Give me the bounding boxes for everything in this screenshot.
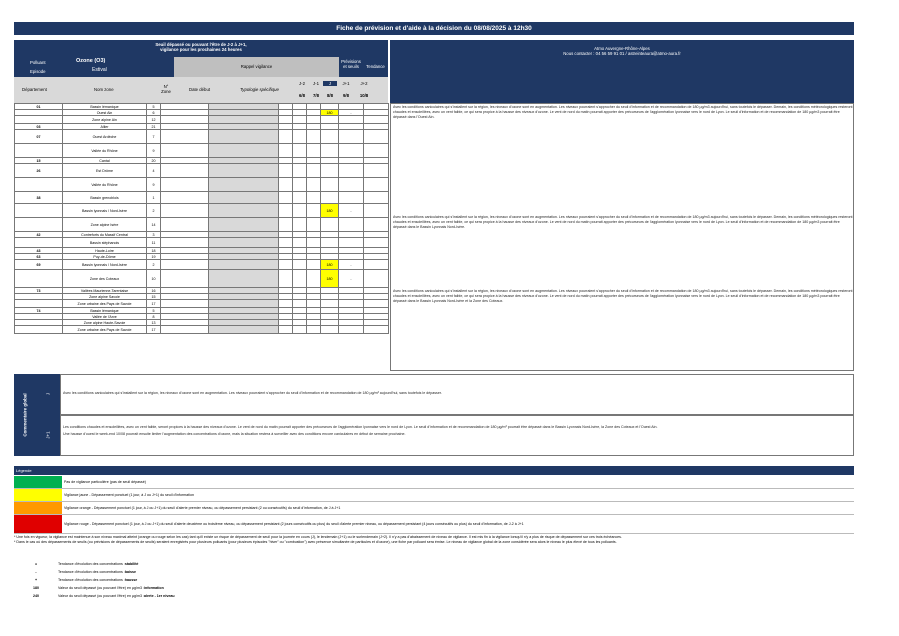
typo-cell	[209, 260, 279, 270]
j-cell	[307, 260, 321, 270]
j+1-cell	[321, 238, 339, 248]
typo-cell	[209, 130, 279, 144]
j-cell	[307, 164, 321, 178]
j-cell	[307, 270, 321, 288]
j+1-cell: 180	[321, 110, 339, 116]
dept-cell: 63	[15, 254, 63, 260]
zone-num-cell: 2	[147, 260, 161, 270]
global-j1-text-a: Les conditions chaudes et ensoleillées, avec un vent faible, seront propices à la hausse des niveaux d'ozone. Le vent de nord du matin pourrait apporter des précurseurs de l'agglomération lyonnaise vers le nord de Lyon. Le seuil d'information et de recommandation de 180 µg/m³ pourrait être dépassé dans le Bassin Lyonnais Nord-Isère, la Zone des Coteaux et l'Ouest Ain.	[63, 425, 658, 429]
j-2-cell	[279, 238, 293, 248]
j+1-cell	[321, 116, 339, 124]
global-j	[36, 374, 60, 415]
j-cell	[307, 178, 321, 192]
zone-num-cell: 1	[147, 192, 161, 204]
typo-cell	[209, 326, 279, 334]
zone-name-cell: Zone alpine Haute-Savoie	[63, 320, 147, 326]
col-date: Date début	[189, 87, 211, 92]
col-zone: Nom zone	[94, 87, 114, 92]
dept-cell: 73	[15, 288, 63, 294]
typo-cell	[209, 164, 279, 178]
tendance-cell: -	[339, 260, 364, 270]
date-cell	[161, 164, 209, 178]
date-cell	[161, 192, 209, 204]
symbol-desc: Valeur du seuil dépassé (ou pouvant l'être) en µg/m3 :	[58, 594, 144, 598]
important-2: * Dans le cas où des dépassements de seuils (ou prévisions de dépassements de seuils) seraient enregistrés pour plusieurs polluants (pour plusieurs épisodes "hiver" ou "combustion") avec présence simultanée de particules et d'ozone), une fiche par polluant sera émise. Le niveau de vigilance global de la zone considérée sera alors le niveau le plus élevé de tous les polluants.	[14, 540, 617, 544]
dept-cell: 03	[15, 124, 63, 130]
symbol-row	[14, 586, 514, 594]
zone-num-cell: 20	[147, 158, 161, 164]
j+2-cell	[364, 218, 389, 232]
tendance-cell	[339, 144, 364, 158]
typo-cell	[209, 116, 279, 124]
dept-cell: 69	[15, 260, 63, 270]
j+1-cell	[321, 300, 339, 308]
symbol-desc: Tendance d'évolution des concentrations :	[58, 570, 125, 574]
zones-table	[14, 103, 388, 334]
symbol-desc-bold: baisse	[124, 570, 137, 574]
zone-name-cell: Vallée de l'Arve	[63, 314, 147, 320]
day-bottom-3: 9/8	[343, 93, 349, 98]
tendance-cell	[339, 326, 364, 334]
legend-swatch	[14, 476, 62, 488]
comment-rhone: Avec les conditions caniculaires qui s'installent sur la région, les niveaux d'ozone sont en augmentation. Les niveaux pourraient s'approcher du seuil d'information et de recommandation de 180 µg/m3 aujourd'hui, sans toutefois le dépasser. Demain, les conditions météorologiques resteront chaudes et ensoleillées, avec un vent faible, ce qui sera propice à la hausse des niveaux d'ozone. Le vent de nord du matin pourrait apporter des précurseurs de l'agglomération lyonnaise vers le nord de Lyon. Le seuil d'information et de recommandation de 180 µg/m3 pourrait être dépassé dans le Bassin Lyonnais Nord-Isère et la Zone des Coteaux.	[393, 289, 853, 303]
j+2-cell	[364, 144, 389, 158]
j-1-cell	[293, 300, 307, 308]
dept-cell: 74	[15, 308, 63, 314]
comment-isere: Avec les conditions caniculaires qui s'installent sur la région, les niveaux d'ozone sont en augmentation. Les niveaux pourraient s'approcher du seuil d'information et de recommandation de 180 µg/m3 aujourd'hui, sans toutefois le dépasser. Demain, les conditions météorologiques resteront chaudes et ensoleillées, avec un vent faible, ce qui sera propice à la hausse des niveaux d'ozone. Le vent de nord du matin pourrait apporter des précurseurs de l'agglomération lyonnaise vers le nord de Lyon. Le seuil d'information et de recommandation de 180 µg/m3 pourrait être dépassé dans le Bassin Lyonnais Nord-Isère.	[393, 215, 853, 229]
polluant-block	[14, 57, 174, 77]
typo-cell	[209, 192, 279, 204]
date-cell	[161, 130, 209, 144]
zone-num-cell: 15	[147, 294, 161, 300]
j+1-cell	[321, 218, 339, 232]
j-cell	[307, 204, 321, 218]
dept-cell: 43	[15, 248, 63, 254]
date-cell	[161, 238, 209, 248]
col-num: N° Zone	[161, 84, 171, 94]
day-bottom-4: 10/8	[359, 93, 369, 98]
zone-name-cell: Bassin lyonnais / Nord-Isère	[63, 204, 147, 218]
zone-name-cell: Bassin grenoblois	[63, 192, 147, 204]
j-1-cell	[293, 204, 307, 218]
j-1-cell	[293, 144, 307, 158]
legend-title: Légende	[14, 466, 854, 475]
seuil-line2: vigilance pour les prochaines 24 heures	[160, 47, 242, 52]
symbol-glyph: -	[35, 570, 37, 574]
tendance-header: Tendance	[363, 57, 388, 77]
column-headers	[14, 77, 388, 103]
zone-num-cell: 2	[147, 204, 161, 218]
table-row	[15, 116, 389, 124]
zone-num-cell: 13	[147, 320, 161, 326]
table-row	[15, 178, 389, 192]
dept-cell	[15, 116, 63, 124]
day-top-0: J-2	[299, 81, 305, 86]
tendance-cell: -	[339, 204, 364, 218]
zone-name-cell: Zone alpine Ain	[63, 116, 147, 124]
day-top-2: J	[323, 81, 337, 86]
legend-item	[14, 502, 854, 515]
col-dept: Département	[22, 87, 47, 92]
date-cell	[161, 260, 209, 270]
zone-num-cell: 18	[147, 248, 161, 254]
day-top-3: J+1	[342, 81, 350, 86]
legend-items	[14, 476, 854, 534]
symbol-glyph: 240	[33, 594, 39, 598]
tendance-cell	[339, 300, 364, 308]
j-2-cell	[279, 144, 293, 158]
zone-num-cell: 5	[147, 308, 161, 314]
episode-label: Episode	[30, 69, 46, 74]
j-1-cell	[293, 218, 307, 232]
zone-num-cell: 19	[147, 254, 161, 260]
global-j1-comment	[60, 415, 854, 456]
tendance-cell	[339, 192, 364, 204]
date-cell	[161, 270, 209, 288]
org-contact: Nous contacter : 04 56 59 91 01 / astreinteaura@atmo-aura.fr	[563, 51, 681, 56]
tendance-cell	[339, 130, 364, 144]
zone-name-cell: Puy-de-Dôme	[63, 254, 147, 260]
symbol-glyph: +	[34, 578, 38, 582]
table-row	[15, 326, 389, 334]
date-cell	[161, 116, 209, 124]
symbol-desc-bold: alerte - 1er niveau	[144, 594, 175, 598]
zone-num-cell: 3	[147, 232, 161, 238]
org-block	[390, 40, 854, 103]
zone-num-cell: 21	[147, 124, 161, 130]
zone-name-cell: Zone des Coteaux	[63, 270, 147, 288]
j-1-cell	[293, 164, 307, 178]
zone-name-cell: Bassin stéphanois	[63, 238, 147, 248]
j+1-cell	[321, 192, 339, 204]
dept-cell	[15, 218, 63, 232]
j+2-cell	[364, 270, 389, 288]
global-j1	[36, 415, 60, 456]
zone-num-cell: 9	[147, 178, 161, 192]
symbol-desc: Tendance d'évolution des concentrations :	[58, 562, 125, 566]
zone-name-cell: Bassin lyonnais / Nord-Isère	[63, 260, 147, 270]
seuil-header	[14, 40, 388, 57]
j+2-cell	[364, 326, 389, 334]
seuil-line1: Seuil dépassé ou pouvant l'être de J-2 à J+1,	[155, 42, 247, 47]
j-1-cell	[293, 192, 307, 204]
legend-swatch	[14, 489, 62, 501]
page-title: Fiche de prévision et d'aide à la décision du 08/08/2025 à 12h30	[14, 22, 854, 35]
symbol-desc-bold: hausse	[124, 578, 138, 582]
legend-swatch	[14, 502, 62, 514]
dept-cell: 26	[15, 164, 63, 178]
j+2-cell	[364, 178, 389, 192]
zone-name-cell: Zone urbaine des Pays de Savoie	[63, 300, 147, 308]
typo-cell	[209, 144, 279, 158]
dept-cell	[15, 326, 63, 334]
date-cell	[161, 300, 209, 308]
global-j1-text-b: Une hausse d'ouest le week-end 10/08 pourrait ensuite limiter l'augmentation des concentrations d'ozone, mais la situation restera à surveiller avec des conditions encore caniculaires en début de semaine prochaine.	[63, 432, 406, 436]
table-row	[15, 144, 389, 158]
j-2-cell	[279, 326, 293, 334]
j-1-cell	[293, 326, 307, 334]
zone-name-cell: Zone urbaine des Pays de Savoie	[63, 326, 147, 334]
col-typo: Typologie spécifique	[240, 87, 279, 92]
typo-cell	[209, 238, 279, 248]
dept-cell: 07	[15, 130, 63, 144]
prevision-header: Prévisions et seuils	[339, 57, 363, 77]
org-name: Atmo Auvergne-Rhône-Alpes	[594, 46, 650, 51]
day-bottom-2: 8/8	[327, 93, 333, 98]
tendance-cell	[339, 178, 364, 192]
dept-cell	[15, 238, 63, 248]
important-1: * Une fois en vigueur, la vigilance est maintenue à son niveau maximal atteint (orange ou rouge selon les cas) tant qu'il existe un risque de dépassement de seuil pour la journée en cours (J), le lendemain (J+1) ou le surlendemain (J+2). Il n'y a pas d'abaissement de niveau de vigilance. Il est mis fin à la vigilance lorsqu'il n'y a plus de risque de dépassement sur ces trois échéances.	[14, 535, 622, 539]
date-cell	[161, 144, 209, 158]
table-row	[15, 270, 389, 288]
zone-name-cell: Vallées Maurienne-Tarentaise	[63, 288, 147, 294]
legend-text: Vigilance orange - Dépassement ponctuel (1 jour, à J ou J+1) du seuil d'alerte premier niveau, ou dépassement persistant (2 ou consécutifs) du seuil d'information, de J à J+1	[64, 505, 341, 510]
legend-text: Vigilance rouge - Dépassement ponctuel (1 jour, à J ou J+1) du seuil d'alerte deuxième ou troisième niveau, ou dépassement persistant (2 jours consécutifs ou plus) du seuil d'alerte premier niveau, ou dépassement persistant (4 jours consécutifs ou plus) du seuil d'information, de J-2 à J+1	[64, 521, 524, 526]
tendance-cell: -	[339, 270, 364, 288]
dept-cell: 42	[15, 232, 63, 238]
zone-num-cell: 6	[147, 110, 161, 116]
j+1-cell: 180	[321, 204, 339, 218]
global-j-comment: Avec les conditions caniculaires qui s'installent sur la région, les niveaux d'ozone sont en augmentation. Les niveaux pourraient s'approcher du seuil d'information et de recommandation de 180 µg/m³ aujourd'hui, sans toutefois le dépasser.	[60, 374, 854, 415]
j-cell	[307, 192, 321, 204]
symbol-row	[14, 570, 514, 578]
zone-name-cell: Contreforts du Massif Central	[63, 232, 147, 238]
j-2-cell	[279, 164, 293, 178]
zone-name-cell: Vallée du Rhône	[63, 144, 147, 158]
zone-name-cell: Ouest Ardèche	[63, 130, 147, 144]
j+2-cell	[364, 164, 389, 178]
comments-column	[390, 103, 854, 371]
dept-cell: 38	[15, 192, 63, 204]
j-2-cell	[279, 260, 293, 270]
j-2-cell	[279, 116, 293, 124]
symbol-row	[14, 578, 514, 586]
j+2-cell	[364, 300, 389, 308]
zone-name-cell: Haute-Loire	[63, 248, 147, 254]
j-1-cell	[293, 260, 307, 270]
zone-num-cell: 10	[147, 270, 161, 288]
zone-num-cell: 11	[147, 238, 161, 248]
symbol-glyph: 180	[33, 586, 39, 590]
zone-num-cell: 8	[147, 314, 161, 320]
j-1-cell	[293, 116, 307, 124]
zone-name-cell: Bassin lémanique	[63, 308, 147, 314]
dept-cell: 01	[15, 104, 63, 110]
j-cell	[307, 238, 321, 248]
zone-name-cell: Cantal	[63, 158, 147, 164]
day-top-4: J+2	[360, 81, 368, 86]
typo-cell	[209, 300, 279, 308]
table-row	[15, 260, 389, 270]
table-row	[15, 204, 389, 218]
j+1-cell: 180	[321, 270, 339, 288]
tendance-cell	[339, 238, 364, 248]
symbol-row	[14, 562, 514, 570]
symbol-row	[14, 594, 514, 602]
zone-name-cell: Est Drôme	[63, 164, 147, 178]
zone-num-cell: 9	[147, 144, 161, 158]
zone-num-cell: 4	[147, 164, 161, 178]
day-top-1: J-1	[313, 81, 319, 86]
j-cell	[307, 130, 321, 144]
dept-cell	[15, 178, 63, 192]
j-2-cell	[279, 270, 293, 288]
legend-text: Pas de vigilance particulière (pas de seuil dépassé)	[64, 479, 146, 484]
rappel-vigilance: Rappel vigilance	[174, 57, 339, 77]
table-row	[15, 300, 389, 308]
table-row	[15, 130, 389, 144]
j-1-cell	[293, 238, 307, 248]
tendance-cell	[339, 116, 364, 124]
table-row	[15, 192, 389, 204]
day-bottom-1: 7/8	[313, 93, 319, 98]
polluant-label: Polluant	[30, 60, 46, 65]
j-cell	[307, 144, 321, 158]
j-cell	[307, 300, 321, 308]
j+2-cell	[364, 204, 389, 218]
global-j1-text: J+1	[45, 431, 51, 439]
table-row	[15, 238, 389, 248]
legend-item	[14, 489, 854, 502]
zone-name-cell: Zone alpine Isère	[63, 218, 147, 232]
zone-name-cell: Ouest Ain	[63, 110, 147, 116]
zone-num-cell: 7	[147, 130, 161, 144]
j-1-cell	[293, 178, 307, 192]
date-cell	[161, 178, 209, 192]
date-cell	[161, 326, 209, 334]
zone-num-cell: 5	[147, 104, 161, 110]
typo-cell	[209, 270, 279, 288]
legend-item	[14, 476, 854, 489]
important-title: IMPORTANT :	[14, 530, 38, 534]
zone-num-cell: 17	[147, 300, 161, 308]
tendance-cell: -	[339, 110, 364, 116]
zone-num-cell: 14	[147, 218, 161, 232]
j+2-cell	[364, 238, 389, 248]
j-2-cell	[279, 300, 293, 308]
tendance-cell	[339, 164, 364, 178]
j-1-cell	[293, 130, 307, 144]
j+1-cell	[321, 144, 339, 158]
date-cell	[161, 218, 209, 232]
j-2-cell	[279, 130, 293, 144]
j+2-cell	[364, 192, 389, 204]
dept-cell	[15, 144, 63, 158]
tendance-cell	[339, 218, 364, 232]
polluant-value: Ozone (O3)	[76, 58, 106, 64]
j-cell	[307, 326, 321, 334]
symbol-glyph: =	[34, 562, 38, 566]
j+1-cell	[321, 164, 339, 178]
j+2-cell	[364, 130, 389, 144]
zone-num-cell: 12	[147, 116, 161, 124]
j-cell	[307, 116, 321, 124]
day-bottom-0: 6/8	[299, 93, 305, 98]
important-block	[14, 530, 854, 545]
j+1-cell	[321, 178, 339, 192]
symbol-desc-bold: information	[144, 586, 164, 590]
j-cell	[307, 218, 321, 232]
symbol-desc-bold: stabilité	[124, 562, 139, 566]
dept-cell	[15, 300, 63, 308]
j+1-cell	[321, 130, 339, 144]
global-comment-label	[14, 374, 36, 456]
zone-num-cell: 16	[147, 288, 161, 294]
symbol-desc: Valeur du seuil dépassé (ou pouvant l'être) en µg/m3 :	[58, 586, 144, 590]
typo-cell	[209, 218, 279, 232]
j-1-cell	[293, 270, 307, 288]
j+1-cell	[321, 326, 339, 334]
date-cell	[161, 204, 209, 218]
dept-cell	[15, 204, 63, 218]
j-2-cell	[279, 218, 293, 232]
legend-text: Vigilance jaune - Dépassement ponctuel (1 jour, à J ou J+1) du seuil d'information	[64, 492, 194, 497]
j+1-cell: 180	[321, 260, 339, 270]
j+2-cell	[364, 260, 389, 270]
zone-name-cell: Vallée du Rhône	[63, 178, 147, 192]
zone-name-cell: Zone alpine Savoie	[63, 294, 147, 300]
table-row	[15, 218, 389, 232]
global-label-text: Commentaire global	[22, 393, 28, 437]
j-2-cell	[279, 204, 293, 218]
zone-num-cell: 17	[147, 326, 161, 334]
j-2-cell	[279, 192, 293, 204]
j-2-cell	[279, 178, 293, 192]
dept-cell	[15, 270, 63, 288]
typo-cell	[209, 204, 279, 218]
j+2-cell	[364, 116, 389, 124]
table-row	[15, 164, 389, 178]
dept-cell: 15	[15, 158, 63, 164]
zone-name-cell: Allier	[63, 124, 147, 130]
symbols-legend	[14, 562, 514, 602]
zone-name-cell: Bassin lémanique	[63, 104, 147, 110]
global-j-text: J	[45, 392, 51, 396]
episode-value: Estival	[92, 67, 107, 73]
typo-cell	[209, 178, 279, 192]
symbol-desc: Tendance d'évolution des concentrations :	[58, 578, 125, 582]
comment-ain: Avec les conditions caniculaires qui s'installent sur la région, les niveaux d'ozone sont en augmentation. Les niveaux pourraient s'approcher du seuil d'information et de recommandation de 180 µg/m3 aujourd'hui, sans toutefois le dépasser. Demain, les conditions météorologiques resteront chaudes et ensoleillées, avec un vent faible, ce qui sera propice à la hausse des niveaux d'ozone. Le vent de nord du matin pourrait apporter des précurseurs de l'agglomération lyonnaise vers le nord de Lyon. Le seuil d'information et de recommandation de 180 µg/m3 pourrait être dépassé dans l'Ouest Ain.	[393, 105, 853, 119]
